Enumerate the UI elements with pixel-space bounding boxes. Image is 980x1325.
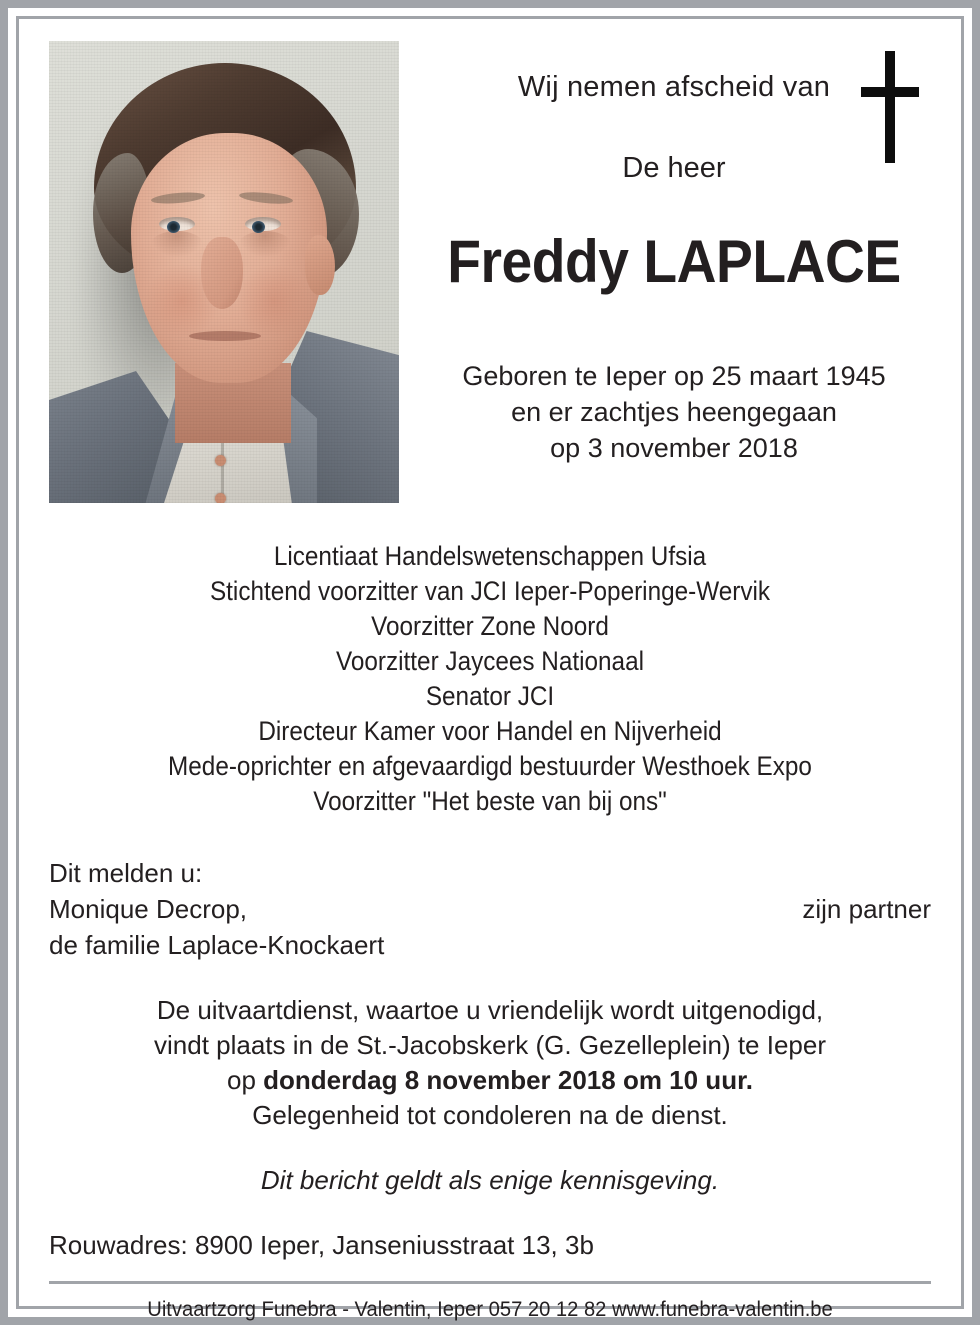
title-item: Licentiaat Handelswetenschappen Ufsia bbox=[273, 541, 707, 571]
funeral-home-footer: Uitvaartzorg Funebra - Valentin, Ieper 057 20 12 82 www.funebra-valentin.be bbox=[147, 1298, 833, 1321]
service-line-condolences: Gelegenheid tot condoleren na de dienst. bbox=[252, 1100, 728, 1130]
frame-inner-rule bbox=[16, 16, 964, 1321]
title-item: Voorzitter Zone Noord bbox=[371, 611, 609, 641]
service-datetime-prefix: op bbox=[227, 1065, 264, 1095]
service-line-invitation: De uitvaartdienst, waartoe u vriendelijk wordt uitgenodigd, bbox=[156, 995, 824, 1025]
salutation: De heer bbox=[622, 152, 726, 184]
title-item: Stichtend voorzitter van JCI Ieper-Poperinge-Wervik bbox=[209, 576, 771, 606]
title-item: Mede-oprichter en afgevaardigd bestuurder Westhoek Expo bbox=[168, 751, 812, 781]
title-item: Voorzitter "Het beste van bij ons" bbox=[313, 786, 667, 816]
service-details bbox=[49, 993, 931, 1133]
announcer-relation: zijn partner bbox=[802, 894, 931, 924]
announcer-name: Monique Decrop, bbox=[49, 894, 247, 924]
farewell-line: Wij nemen afscheid van bbox=[517, 71, 831, 103]
notice-content bbox=[19, 19, 961, 1321]
announcers-lead: Dit melden u: bbox=[49, 858, 203, 888]
title-item: Directeur Kamer voor Handel en Nijverheid bbox=[258, 716, 722, 746]
frame-white-gap bbox=[8, 8, 972, 1321]
deceased-name: Freddy LAPLACE bbox=[447, 228, 901, 295]
title-item: Senator JCI bbox=[425, 681, 555, 711]
footer-divider bbox=[49, 1281, 931, 1284]
announcer-family: de familie Laplace-Knockaert bbox=[49, 930, 385, 960]
death-date-line: op 3 november 2018 bbox=[550, 433, 798, 463]
birth-line: Geboren te Ieper op 25 maart 1945 bbox=[462, 361, 886, 391]
service-datetime-bold: donderdag 8 november 2018 om 10 uur. bbox=[263, 1065, 753, 1095]
mourning-address: Rouwadres: 8900 Ieper, Janseniusstraat 13, 3b bbox=[49, 1230, 594, 1260]
single-notification-note: Dit bericht geldt als enige kennisgeving. bbox=[260, 1165, 720, 1195]
portrait-photo bbox=[49, 41, 399, 503]
announcer-row bbox=[49, 891, 931, 927]
life-dates bbox=[417, 358, 931, 466]
title-item: Voorzitter Jaycees Nationaal bbox=[336, 646, 644, 676]
announcers-block bbox=[49, 855, 931, 963]
passing-line: en er zachtjes heengegaan bbox=[511, 397, 837, 427]
service-line-datetime bbox=[49, 1063, 931, 1098]
service-line-location: vindt plaats in de St.-Jacobskerk (G. Gezelleplein) te Ieper bbox=[154, 1030, 826, 1060]
notice-header bbox=[49, 41, 931, 511]
titles-list bbox=[49, 539, 931, 819]
header-text-column bbox=[417, 41, 931, 466]
